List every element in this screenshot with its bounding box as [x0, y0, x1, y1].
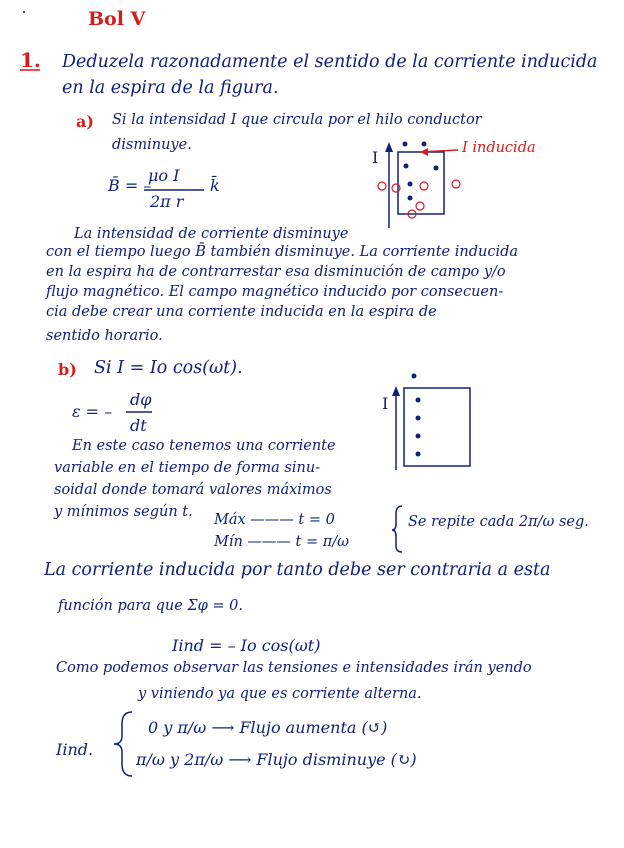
min-line: Mín ——— t = π/ω: [214, 534, 349, 550]
problem-statement-line2: en la espira de la figura.: [62, 78, 279, 98]
conclusion-line2: función para que Σφ = 0.: [58, 598, 244, 614]
conclusion-line1: La corriente inducida por tanto debe ser contraria a esta: [44, 560, 551, 580]
diagram-a: [378, 142, 460, 229]
max-line: Máx ——— t = 0: [214, 512, 335, 528]
problem-statement-line1: Deduzela razonadamente el sentido de la corriente inducida: [62, 52, 598, 72]
repeat-brace: [392, 506, 402, 552]
iind-brace: [114, 712, 132, 776]
formula-b-numerator: μo I: [148, 166, 180, 185]
observation-line2: y viniendo ya que es corriente alterna.: [138, 686, 422, 702]
case-flux-decreases: π/ω y 2π/ω ⟶ Flujo disminuye (↻): [136, 750, 417, 769]
diagram-a-wire-arrow: [385, 142, 393, 152]
formula-b-denominator: 2π r: [150, 192, 184, 211]
emf-numerator: dφ: [130, 390, 152, 409]
corner-mark: [23, 11, 25, 13]
repeat-note: Se repite cada 2π/ω seg.: [408, 514, 589, 530]
iind-formula: Iind = – Io cos(ωt): [172, 636, 321, 655]
part-a-answer-line5: cia debe crear una corriente inducida en la espira de: [46, 304, 437, 320]
part-a-label: a): [76, 112, 94, 131]
diagram-a-induced-arrowhead: [420, 148, 428, 156]
diagram-a-induced-label: I inducida: [462, 140, 536, 156]
problem-number: 1.: [20, 48, 41, 72]
part-b-explanation-line4: y mínimos según t.: [54, 504, 193, 520]
diagram-b-loop: [404, 388, 470, 466]
diagram-b-current-label: I: [382, 394, 389, 413]
part-a-answer-line6: sentido horario.: [46, 328, 163, 344]
part-b-explanation-line1: En este caso tenemos una corriente: [72, 438, 336, 454]
part-a-answer-line1: La intensidad de corriente disminuye: [74, 226, 349, 242]
diagram-b-wire-arrow: [392, 386, 400, 396]
diagram-b: [392, 374, 470, 471]
part-a-answer-line4: flujo magnético. El campo magnético inducido por consecuen-: [46, 284, 504, 300]
part-b-condition: Si I = Io cos(ωt).: [94, 358, 243, 378]
part-a-answer-line2: con el tiempo luego B̄ también disminuye. La corriente inducida: [46, 244, 519, 260]
part-a-condition-line2: disminuye.: [112, 137, 192, 153]
part-a-condition-line1: Si la intensidad I que circula por el hilo conductor: [112, 112, 482, 128]
case-flux-increases: 0 y π/ω ⟶ Flujo aumenta (↺): [148, 718, 388, 737]
emf-denominator: dt: [130, 416, 147, 435]
part-b-label: b): [58, 360, 77, 379]
page-title: Bol V: [88, 8, 146, 30]
diagram-b-field-dots: [412, 374, 421, 457]
diagram-a-current-label: I: [372, 148, 379, 167]
diagram-a-field-dots: [403, 142, 439, 201]
diagram-a-induced-crosses: [378, 180, 460, 218]
part-b-explanation-line3: soidal donde tomará valores máximos: [54, 482, 332, 498]
part-a-answer-line3: en la espira ha de contrarrestar esa disminución de campo y/o: [46, 264, 506, 280]
iind-label: Iind.: [56, 740, 94, 759]
observation-line1: Como podemos observar las tensiones e intensidades irán yendo: [56, 660, 532, 676]
formula-b-unit: k̄: [210, 176, 220, 195]
formula-b-lhs: B̄ = –: [108, 176, 152, 195]
emf-lhs: ε = –: [72, 402, 113, 421]
part-b-explanation-line2: variable en el tiempo de forma sinu-: [54, 460, 321, 476]
